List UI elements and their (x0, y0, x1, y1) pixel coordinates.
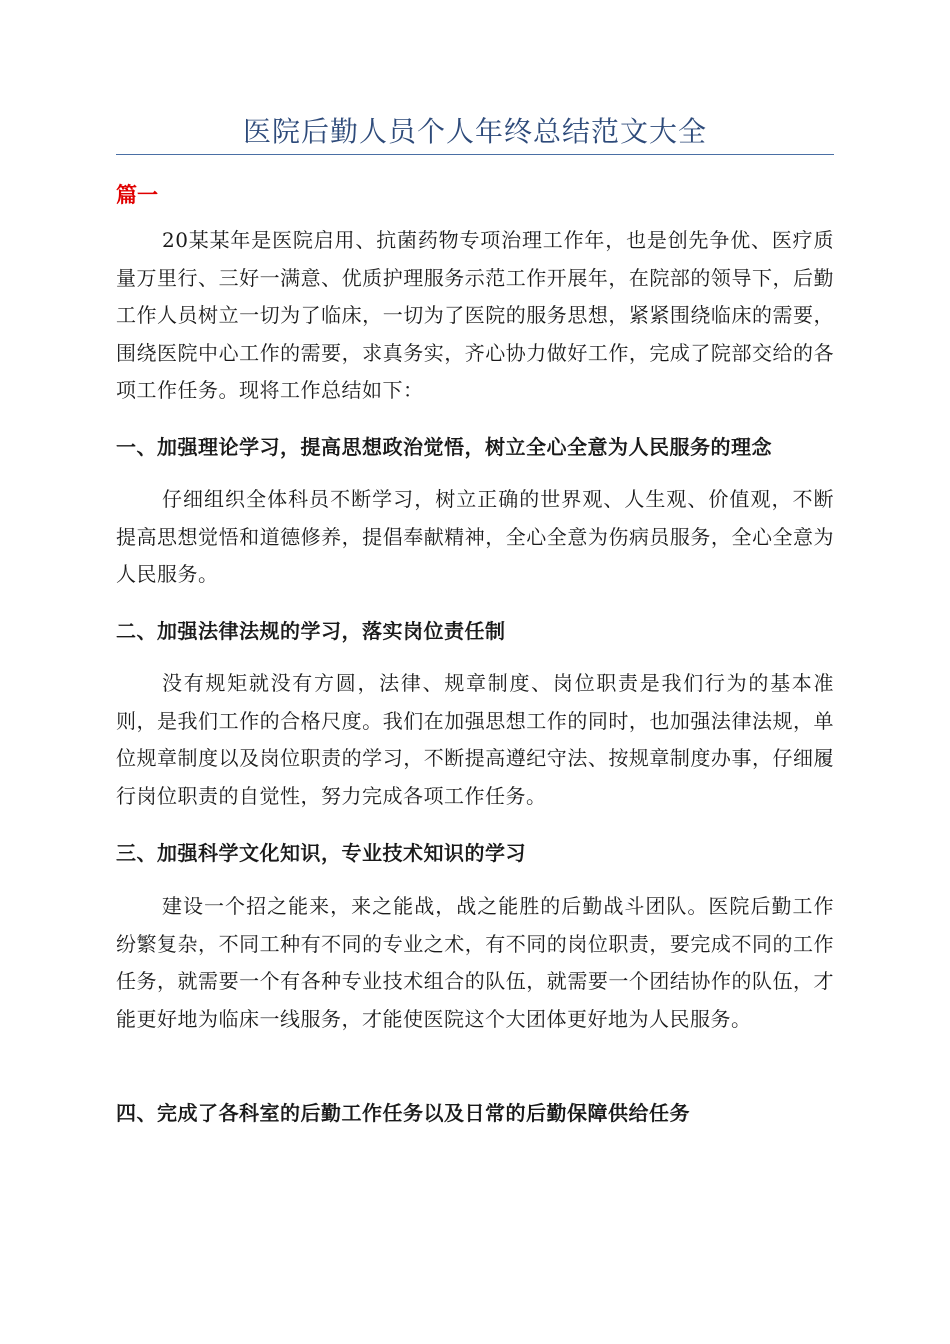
section-label: 篇一 (116, 183, 158, 207)
section-body-1: 仔细组织全体科员不断学习，树立正确的世界观、人生观、价值观，不断提高思想觉悟和道德修养，提倡奉献精神，全心全意为伤病员服务，全心全意为人民服务。 (116, 487, 834, 587)
document-title: 医院后勤人员个人年终总结范文大全 (242, 115, 707, 148)
section-heading-2: 二、加强法律法规的学习，落实岗位责任制 (116, 619, 506, 643)
section-heading-1: 一、加强理论学习，提高思想政治觉悟，树立全心全意为人民服务的理念 (116, 435, 772, 459)
section-heading-3: 三、加强科学文化知识，专业技术知识的学习 (116, 841, 526, 865)
section-heading-4: 四、完成了各科室的后勤工作任务以及日常的后勤保障供给任务 (116, 1101, 690, 1125)
section-body-3: 建设一个招之能来，来之能战，战之能胜的后勤战斗团队。医院后勤工作纷繁复杂，不同工种有不同的专业之术，有不同的岗位职责，要完成不同的工作任务，就需要一个有各种专业技术组合的队伍，就需要一个团结协作的队伍，才能更好地为临床一线服务，才能使医院这个大团体更好地为人民服务。 (116, 894, 834, 1031)
section-body-2: 没有规矩就没有方圆，法律、规章制度、岗位职责是我们行为的基本准则，是我们工作的合格尺度。我们在加强思想工作的同时，也加强法律法规，单位规章制度以及岗位职责的学习，不断提高遵纪守法、按规章制度办事，仔细履行岗位职责的自觉性，努力完成各项工作任务。 (116, 671, 834, 808)
intro-paragraph: 20某某年是医院启用、抗菌药物专项治理工作年，也是创先争优、医疗质量万里行、三好一满意、优质护理服务示范工作开展年，在院部的领导下，后勤工作人员树立一切为了临床，一切为了医院的服务思想，紧紧围绕临床的需要，围绕医院中心工作的需要，求真务实，齐心协力做好工作，完成了院部交给的各项工作任务。现将工作总结如下： (116, 228, 834, 403)
title-underline (116, 154, 834, 155)
